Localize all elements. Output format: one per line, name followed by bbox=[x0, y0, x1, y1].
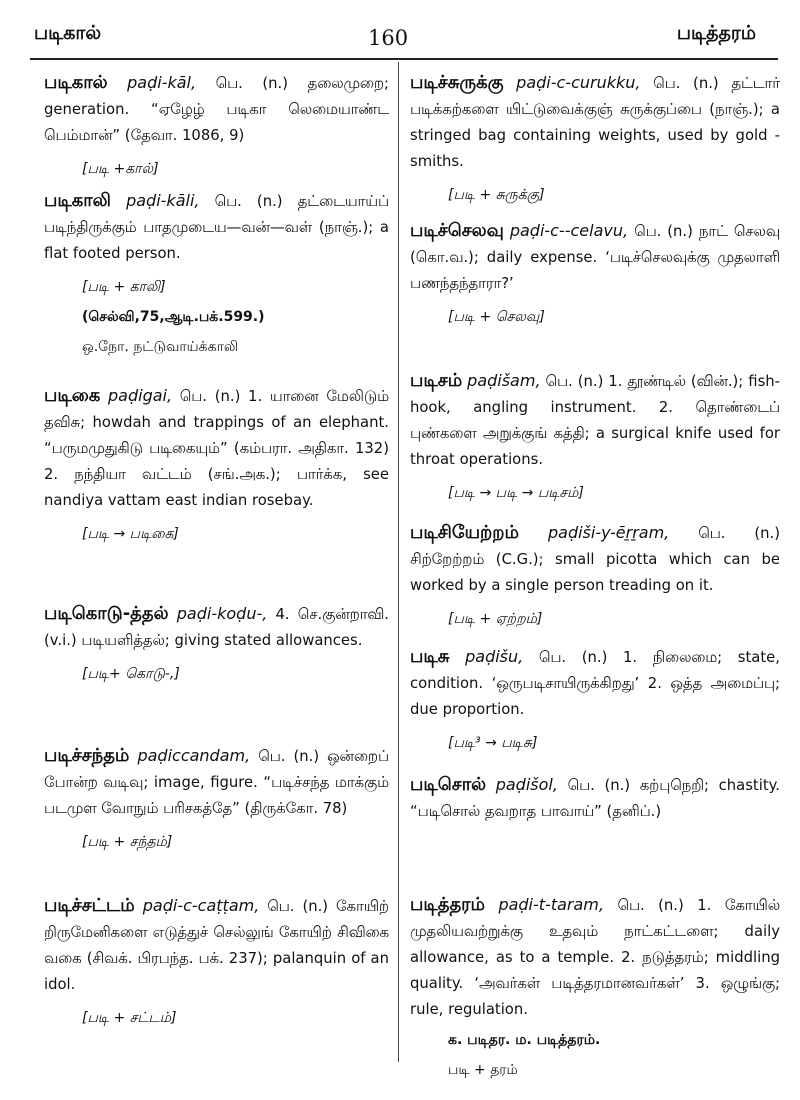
entry-text bbox=[44, 70, 389, 149]
entry-block bbox=[410, 772, 780, 892]
transliteration: paḍi-c-caṭṭam, bbox=[142, 896, 260, 915]
definition: பெ. (n.) 1. கோயில் முதலியவற்றுக்கு உதவும் நாட்கட்டளை; daily allowance, as to a temple. 2. நடுத்தரம்; middling quality. ‘அவர்கள் படித்தரமானவர்கள்’ 3. ஒழுங்கு; rule, regulation. bbox=[410, 897, 780, 1018]
definition: 4. செ.குன்றாவி. (v.i.) படியளித்தல்; giving stated allowances. bbox=[44, 606, 389, 649]
entry-block bbox=[410, 70, 780, 218]
headword: படிகை bbox=[44, 385, 101, 406]
entry-block bbox=[410, 218, 780, 368]
etymology: [படி → படி → படிசம்] bbox=[448, 485, 584, 501]
transliteration: paḍi-c--celavu, bbox=[509, 221, 629, 240]
etymology: [படி + ஏற்றம்] bbox=[448, 611, 543, 627]
transliteration: paḍiccandam, bbox=[137, 746, 251, 765]
citation: (செல்வி,75,ஆடி.பக்.599.) bbox=[82, 309, 265, 325]
running-head-left: படிகால் bbox=[34, 22, 102, 44]
entry-text bbox=[410, 70, 780, 175]
entry-text bbox=[410, 520, 780, 599]
etymology: [படி + செலவு] bbox=[448, 309, 545, 325]
entry-text bbox=[410, 368, 780, 473]
transliteration: paḍišu, bbox=[465, 647, 524, 666]
etymology: [படி+ கொடு-,] bbox=[82, 666, 180, 682]
headword: படிகொடு-த்தல் bbox=[44, 603, 169, 624]
definition: பெ. (n.) தட்டையாய்ப் படிந்திருக்கும் பாதமுடைய—வன்—வள் (நாஞ்.); a flat footed person. bbox=[44, 193, 389, 262]
entry-text bbox=[44, 893, 389, 998]
transliteration: paḍi-kāl, bbox=[127, 73, 197, 92]
right-column bbox=[410, 70, 780, 1083]
entry-text bbox=[410, 892, 780, 1023]
definition: பெ. (n.) கற்புநெறி; chastity. “படிசொல் தவறாத பாவாய்” (தனிப்.) bbox=[410, 777, 780, 820]
page-number: 160 bbox=[368, 26, 409, 50]
entry-text bbox=[410, 772, 780, 825]
headword: படிசியேற்றம் bbox=[410, 522, 520, 543]
definition: பெ. (n.) நாட் செலவு (கொ.வ.); daily expense. ‘படிச்செலவுக்கு முதலாளி பணந்தந்தாரா?’ bbox=[410, 223, 780, 292]
transliteration: paḍigai, bbox=[108, 386, 173, 405]
headword: படிசம் bbox=[410, 370, 463, 391]
headword: படிச்சுருக்கு bbox=[410, 72, 504, 93]
etymology: [படி +கால்] bbox=[82, 161, 159, 177]
transliteration: paḍi-c-curukku, bbox=[516, 73, 641, 92]
entry-text bbox=[44, 743, 389, 822]
transliteration: paḍi-koḍu-, bbox=[176, 604, 268, 623]
entry-block bbox=[44, 893, 389, 1031]
transliteration: paḍišol, bbox=[495, 775, 558, 794]
column-divider bbox=[398, 62, 399, 1062]
header-divider bbox=[30, 58, 778, 60]
definition: பெ. (n.) தட்டார் படிக்கற்களை யிட்டுவைக்குஞ் சுருக்குப்பை (நாஞ்.); a stringed bag containing weights, used by gold - smiths. bbox=[410, 75, 780, 170]
definition: பெ. (n.) 1. தூண்டில் (வின்.); fish-hook, angling instrument. 2. தொண்டைப் புண்களை அறுக்குங் கத்தி; a surgical knife used for throat operations. bbox=[410, 373, 780, 468]
headword: படிகாலி bbox=[44, 190, 111, 211]
entry-text bbox=[44, 383, 389, 514]
headword: படிசு bbox=[410, 646, 450, 667]
entry-text bbox=[44, 188, 389, 267]
headword: படிசொல் bbox=[410, 774, 487, 795]
entry-block bbox=[410, 892, 780, 1083]
entry-text bbox=[410, 218, 780, 297]
definition: பெ. (n.) 1. யானை மேலிடும் தவிசு; howdah and trappings of an elephant. “பருமமுதுகிடு படிகையும்” (கம்பரா. அதிகா. 132) 2. நந்தியா வட்டம் (சங்.அக.); பார்க்க, see nandiya vattam east indian rosebay. bbox=[44, 388, 389, 509]
headword: படிகால் bbox=[44, 72, 108, 93]
definition: பெ. (n.) ஒன்றைப் போன்ற வடிவு; image, figure. “படிச்சந்த மாக்கும் படமுள வோநும் பரிசகத்தே” (திருக்கோ. 78) bbox=[44, 748, 389, 817]
transliteration: paḍi-kāli, bbox=[126, 191, 200, 210]
headword: படிச்சட்டம் bbox=[44, 895, 135, 916]
entry-block bbox=[410, 368, 780, 520]
etymology: [படி + சுருக்கு] bbox=[448, 187, 545, 203]
entry-text bbox=[410, 644, 780, 723]
cognates: க. படிதர. ம. படித்தரம். bbox=[448, 1032, 601, 1048]
etymology: [படி → படிகை] bbox=[82, 526, 179, 542]
headword: படிச்செலவு bbox=[410, 220, 504, 241]
headword: படித்தரம் bbox=[410, 894, 485, 915]
entry-block bbox=[44, 601, 389, 743]
etymology: [படி + காலி] bbox=[82, 279, 166, 295]
entry-block bbox=[44, 188, 389, 383]
running-head-right: படித்தரம் bbox=[676, 22, 756, 44]
definition: பெ. (n.) கோயிற் றிருமேனிகளை எடுத்துச் செல்லுங் கோயிற் சிவிகை வகை (சிவக். பிரபந்த. பக். 237); palanquin of an idol. bbox=[44, 898, 389, 993]
transliteration: paḍišam, bbox=[467, 371, 541, 390]
definition: பெ. (n.) சிற்றேற்றம் (C.G.); small picotta which can be worked by a single person treading on it. bbox=[410, 525, 780, 594]
entry-block bbox=[44, 383, 389, 601]
etymology: [படி³ → படிசு] bbox=[448, 735, 538, 751]
left-column bbox=[44, 70, 389, 1031]
entry-block bbox=[410, 520, 780, 644]
etymology: [படி + சந்தம்] bbox=[82, 834, 173, 850]
definition: பெ. (n.) தலைமுறை; generation. “ஏழேழ் படிகா லெமையாண்ட பெம்மான்” (தேவா. 1086, 9) bbox=[44, 75, 389, 144]
entry-block bbox=[410, 644, 780, 772]
etymology: [படி + சட்டம்] bbox=[82, 1010, 177, 1026]
definition: பெ. (n.) 1. நிலைமை; state, condition. ‘ஒருபடிசாயிருக்கிறது’ 2. ஒத்த அமைப்பு; due proportion. bbox=[410, 649, 780, 718]
transliteration: paḍiši-y-ēṟṟam, bbox=[547, 523, 670, 542]
entry-block bbox=[44, 70, 389, 188]
entry-text bbox=[44, 601, 389, 654]
cross-reference: ஒ.நோ. நட்டுவாய்க்காலி bbox=[82, 339, 239, 355]
etymology: படி + தரம் bbox=[448, 1062, 518, 1078]
headword: படிச்சந்தம் bbox=[44, 745, 130, 766]
transliteration: paḍi-t-taram, bbox=[498, 895, 604, 914]
entry-block bbox=[44, 743, 389, 893]
